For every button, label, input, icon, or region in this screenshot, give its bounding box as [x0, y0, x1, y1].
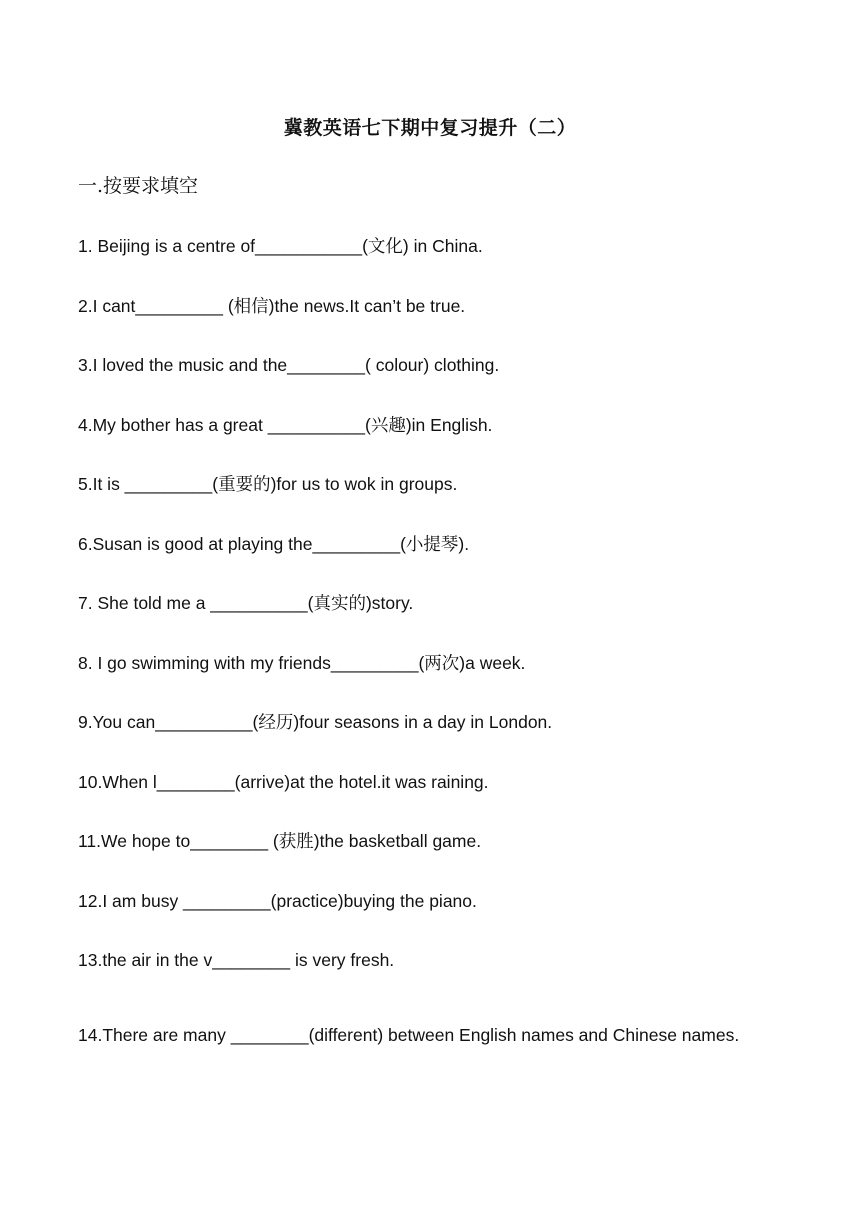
question-item-2: 2.I cant_________ (相信)the news.It can’t be true. [78, 295, 466, 316]
question-item-6: 6.Susan is good at playing the_________(小提琴). [78, 533, 470, 554]
question-item-10: 10.When l________(arrive)at the hotel.it was raining. [78, 771, 489, 792]
question-item-12: 12.I am busy _________(practice)buying the piano. [78, 890, 477, 911]
question-list [78, 232, 758, 1065]
section-heading: 一.按要求填空 [78, 175, 199, 197]
question-item-5: 5.It is _________(重要的)for us to wok in groups. [78, 474, 458, 494]
question-item-9: 9.You can__________(经历)four seasons in a day in London. [78, 712, 553, 732]
question-item-14: 14.There are many ________(different) between English names and Chinese names. [78, 1024, 740, 1045]
question-item-7: 7. She told me a __________(真实的)story. [78, 593, 414, 613]
question-item-8: 8. I go swimming with my friends_________(两次)a week. [78, 652, 526, 673]
question-item-13: 13.the air in the v________ is very fresh. [78, 950, 395, 970]
question-item-1: 1. Beijing is a centre of___________(文化) in China. [78, 236, 483, 256]
question-item-4: 4.My bother has a great __________(兴趣)in English. [78, 414, 493, 435]
page-title: 冀教英语七下期中复习提升（二） [283, 117, 577, 139]
question-item-3: 3.I loved the music and the________( colour) clothing. [78, 355, 500, 375]
question-item-11: 11.We hope to________ (获胜)the basketball game. [78, 831, 482, 851]
